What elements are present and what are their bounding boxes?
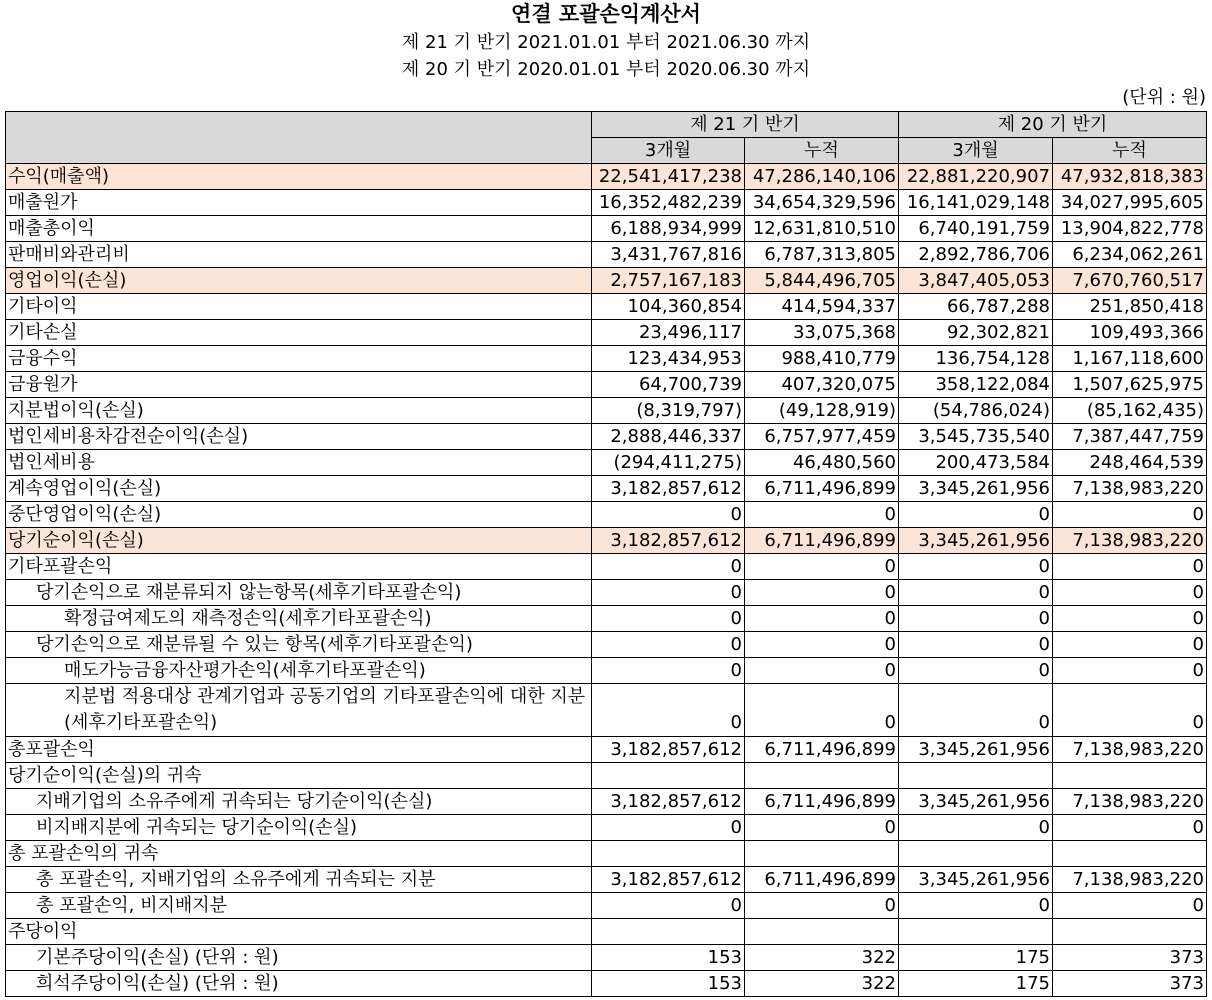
row-value: [745, 919, 899, 945]
row-value: 16,141,029,148: [899, 190, 1053, 216]
row-value: 16,352,482,239: [592, 190, 745, 216]
row-label: 기타이익: [6, 294, 592, 320]
table-row: [6, 372, 1207, 398]
row-value: [745, 841, 899, 867]
row-value: 0: [1053, 658, 1207, 684]
table-row: [6, 164, 1207, 190]
row-value: 123,434,953: [592, 346, 745, 372]
row-label: 기본주당이익(손실) (단위 : 원): [6, 945, 592, 971]
table-row: [6, 632, 1207, 658]
row-value: 2,892,786,706: [899, 242, 1053, 268]
row-value: [1053, 841, 1207, 867]
table-row: [6, 971, 1207, 997]
row-value: 0: [592, 893, 745, 919]
row-value: [899, 841, 1053, 867]
row-value: 0: [745, 893, 899, 919]
row-value: 175: [899, 945, 1053, 971]
row-value: 251,850,418: [1053, 294, 1207, 320]
row-value: 0: [745, 632, 899, 658]
row-label: 당기순이익(손실): [6, 528, 592, 554]
table-row: [6, 320, 1207, 346]
row-value: 0: [899, 684, 1053, 737]
row-value: 13,904,822,778: [1053, 216, 1207, 242]
period-prior: 제 20 기 반기 2020.01.01 부터 2020.06.30 까지: [401, 59, 811, 80]
row-value: (49,128,919): [745, 398, 899, 424]
row-value: 0: [1053, 606, 1207, 632]
table-row: [6, 893, 1207, 919]
row-value: 0: [1053, 554, 1207, 580]
row-value: [1053, 919, 1207, 945]
row-value: 248,464,539: [1053, 450, 1207, 476]
table-row: [6, 216, 1207, 242]
row-label: 비지배지분에 귀속되는 당기순이익(손실): [6, 815, 592, 841]
row-value: 64,700,739: [592, 372, 745, 398]
row-label: 금융수익: [6, 346, 592, 372]
row-value: 0: [592, 658, 745, 684]
row-label: 매출원가: [6, 190, 592, 216]
row-value: 6,740,191,759: [899, 216, 1053, 242]
row-value: 358,122,084: [899, 372, 1053, 398]
row-label: 당기손익으로 재분류되지 않는항목(세후기타포괄손익): [6, 580, 592, 606]
table-row: [6, 450, 1207, 476]
row-value: 6,711,496,899: [745, 476, 899, 502]
row-value: 2,757,167,183: [592, 268, 745, 294]
row-value: 6,188,934,999: [592, 216, 745, 242]
header-period-prior: 제 20 기 반기: [899, 112, 1207, 138]
row-value: 7,138,983,220: [1053, 737, 1207, 763]
row-label: 주당이익: [6, 919, 592, 945]
row-value: 373: [1053, 971, 1207, 997]
row-value: 7,670,760,517: [1053, 268, 1207, 294]
row-value: 0: [592, 554, 745, 580]
row-label: 매도가능금융자산평가손익(세후기타포괄손익): [6, 658, 592, 684]
row-value: 2,888,446,337: [592, 424, 745, 450]
unit-label: (단위 : 원): [1122, 87, 1206, 108]
row-value: 0: [899, 580, 1053, 606]
row-value: 136,754,128: [899, 346, 1053, 372]
row-value: 3,545,735,540: [899, 424, 1053, 450]
row-value: 0: [1053, 815, 1207, 841]
row-label: 법인세비용: [6, 450, 592, 476]
row-value: 0: [899, 606, 1053, 632]
income-statement-table: [5, 111, 1207, 997]
row-value: 66,787,288: [899, 294, 1053, 320]
row-label: 당기손익으로 재분류될 수 있는 항목(세후기타포괄손익): [6, 632, 592, 658]
row-value: 1,167,118,600: [1053, 346, 1207, 372]
row-value: 6,757,977,459: [745, 424, 899, 450]
table-row: [6, 815, 1207, 841]
row-label: 기타손실: [6, 320, 592, 346]
row-value: 3,345,261,956: [899, 737, 1053, 763]
table-row: [6, 294, 1207, 320]
row-value: (8,319,797): [592, 398, 745, 424]
row-value: 0: [1053, 580, 1207, 606]
table-row: [6, 476, 1207, 502]
header-period-current: 제 21 기 반기: [592, 112, 899, 138]
row-value: 407,320,075: [745, 372, 899, 398]
header-prior-cumulative: 누적: [1053, 138, 1207, 164]
row-value: 0: [1053, 632, 1207, 658]
row-value: [592, 763, 745, 789]
table-row: [6, 242, 1207, 268]
row-label: 중단영업이익(손실): [6, 502, 592, 528]
row-label: 확정급여제도의 재측정손익(세후기타포괄손익): [6, 606, 592, 632]
row-value: [899, 919, 1053, 945]
row-value: 0: [745, 606, 899, 632]
row-value: 0: [1053, 684, 1207, 737]
table-row: [6, 502, 1207, 528]
row-value: 1,507,625,975: [1053, 372, 1207, 398]
row-value: 0: [899, 658, 1053, 684]
table-row: [6, 684, 1207, 737]
row-value: 0: [592, 632, 745, 658]
row-value: (54,786,024): [899, 398, 1053, 424]
row-label: 기타포괄손익: [6, 554, 592, 580]
row-value: 0: [592, 815, 745, 841]
table-row: [6, 424, 1207, 450]
row-value: 7,387,447,759: [1053, 424, 1207, 450]
row-value: 6,711,496,899: [745, 867, 899, 893]
statement-title: 연결 포괄손익계산서: [511, 2, 701, 26]
row-value: 0: [1053, 893, 1207, 919]
row-value: 23,496,117: [592, 320, 745, 346]
table-row: [6, 763, 1207, 789]
row-label: 지분법이익(손실): [6, 398, 592, 424]
row-label: 매출총이익: [6, 216, 592, 242]
table-row: [6, 190, 1207, 216]
row-value: 153: [592, 971, 745, 997]
row-value: 6,711,496,899: [745, 528, 899, 554]
row-value: 988,410,779: [745, 346, 899, 372]
row-value: 3,847,405,053: [899, 268, 1053, 294]
row-label: 지배기업의 소유주에게 귀속되는 당기순이익(손실): [6, 789, 592, 815]
row-value: [592, 919, 745, 945]
row-value: 3,345,261,956: [899, 528, 1053, 554]
row-label: 영업이익(손실): [6, 268, 592, 294]
row-value: 3,345,261,956: [899, 867, 1053, 893]
table-row: [6, 919, 1207, 945]
row-value: 92,302,821: [899, 320, 1053, 346]
table-row: [6, 737, 1207, 763]
table-row: [6, 398, 1207, 424]
row-value: 3,182,857,612: [592, 867, 745, 893]
row-value: 6,787,313,805: [745, 242, 899, 268]
row-value: [592, 841, 745, 867]
row-value: 0: [745, 580, 899, 606]
table-row: [6, 606, 1207, 632]
row-value: 34,027,995,605: [1053, 190, 1207, 216]
row-value: 0: [745, 502, 899, 528]
row-value: 7,138,983,220: [1053, 867, 1207, 893]
row-value: 0: [592, 606, 745, 632]
row-value: 7,138,983,220: [1053, 528, 1207, 554]
row-value: 414,594,337: [745, 294, 899, 320]
table-row: [6, 867, 1207, 893]
row-value: 47,932,818,383: [1053, 164, 1207, 190]
row-value: 3,182,857,612: [592, 737, 745, 763]
row-value: 322: [745, 945, 899, 971]
row-value: 6,234,062,261: [1053, 242, 1207, 268]
row-value: 200,473,584: [899, 450, 1053, 476]
row-value: 46,480,560: [745, 450, 899, 476]
table-row: [6, 268, 1207, 294]
row-value: 3,182,857,612: [592, 789, 745, 815]
row-value: 0: [899, 893, 1053, 919]
row-value: 0: [1053, 502, 1207, 528]
row-value: [1053, 763, 1207, 789]
row-label: 총 포괄손익, 지배기업의 소유주에게 귀속되는 지분: [6, 867, 592, 893]
row-label: 희석주당이익(손실) (단위 : 원): [6, 971, 592, 997]
row-label: 수익(매출액): [6, 164, 592, 190]
row-value: 7,138,983,220: [1053, 789, 1207, 815]
table-row: [6, 554, 1207, 580]
table-row: [6, 346, 1207, 372]
row-value: 3,182,857,612: [592, 476, 745, 502]
row-value: 3,345,261,956: [899, 476, 1053, 502]
row-value: 175: [899, 971, 1053, 997]
row-value: (294,411,275): [592, 450, 745, 476]
row-label: 당기순이익(손실)의 귀속: [6, 763, 592, 789]
table-row: [6, 789, 1207, 815]
table-row: [6, 528, 1207, 554]
row-value: 0: [745, 684, 899, 737]
row-label: 총포괄손익: [6, 737, 592, 763]
row-value: 0: [745, 658, 899, 684]
row-value: 22,541,417,238: [592, 164, 745, 190]
row-label: 법인세비용차감전순이익(손실): [6, 424, 592, 450]
row-value: [745, 763, 899, 789]
row-value: 104,360,854: [592, 294, 745, 320]
row-value: 7,138,983,220: [1053, 476, 1207, 502]
header-row-periods: [6, 112, 1207, 138]
row-value: 3,431,767,816: [592, 242, 745, 268]
table-row: [6, 945, 1207, 971]
header-prior-3m: 3개월: [899, 138, 1053, 164]
row-value: 0: [899, 815, 1053, 841]
header-current-cumulative: 누적: [745, 138, 899, 164]
row-value: 0: [592, 502, 745, 528]
period-current: 제 21 기 반기 2021.01.01 부터 2021.06.30 까지: [401, 32, 811, 53]
table-row: [6, 841, 1207, 867]
row-value: 0: [745, 815, 899, 841]
row-value: 3,345,261,956: [899, 789, 1053, 815]
row-label: 금융원가: [6, 372, 592, 398]
row-value: 33,075,368: [745, 320, 899, 346]
row-value: 373: [1053, 945, 1207, 971]
row-label: 총 포괄손익의 귀속: [6, 841, 592, 867]
table-row: [6, 580, 1207, 606]
table-row: [6, 658, 1207, 684]
row-label: 계속영업이익(손실): [6, 476, 592, 502]
row-value: 0: [592, 684, 745, 737]
row-value: 6,711,496,899: [745, 789, 899, 815]
row-value: 0: [899, 632, 1053, 658]
row-label: 지분법 적용대상 관계기업과 공동기업의 기타포괄손익에 대한 지분(세후기타포괄손익): [6, 684, 592, 737]
row-value: 34,654,329,596: [745, 190, 899, 216]
row-value: 322: [745, 971, 899, 997]
row-value: 5,844,496,705: [745, 268, 899, 294]
row-value: 47,286,140,106: [745, 164, 899, 190]
row-value: 22,881,220,907: [899, 164, 1053, 190]
header-label-cell: [6, 112, 592, 164]
row-value: 6,711,496,899: [745, 737, 899, 763]
row-value: 12,631,810,510: [745, 216, 899, 242]
row-value: 0: [899, 502, 1053, 528]
row-value: 3,182,857,612: [592, 528, 745, 554]
row-value: 0: [592, 580, 745, 606]
row-label: 판매비와관리비: [6, 242, 592, 268]
row-label: 총 포괄손익, 비지배지분: [6, 893, 592, 919]
row-value: 0: [899, 554, 1053, 580]
row-value: 153: [592, 945, 745, 971]
row-value: 109,493,366: [1053, 320, 1207, 346]
row-value: [899, 763, 1053, 789]
row-value: 0: [745, 554, 899, 580]
header-current-3m: 3개월: [592, 138, 745, 164]
row-value: (85,162,435): [1053, 398, 1207, 424]
